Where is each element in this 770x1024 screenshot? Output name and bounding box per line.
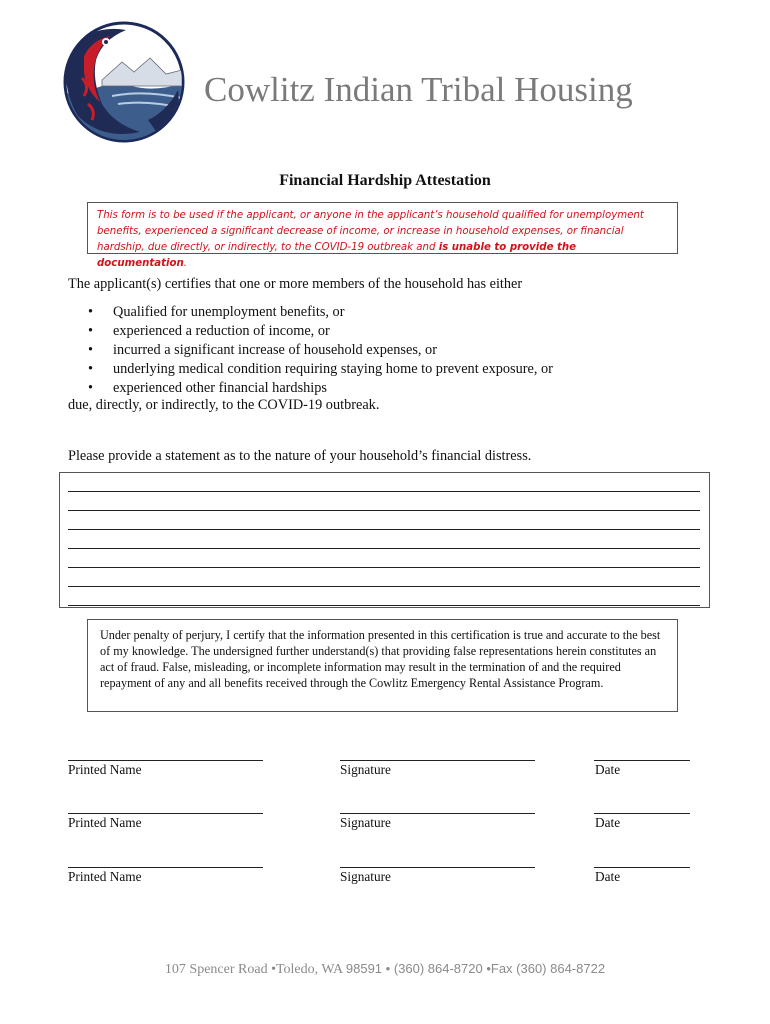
footer-address: 107 Spencer Road •Toledo, WA bbox=[164, 962, 346, 977]
cowlitz-tribal-salmon-logo-icon bbox=[62, 20, 186, 144]
hardship-reasons-list bbox=[88, 303, 553, 398]
bullet-icon: • bbox=[88, 342, 94, 358]
list-item bbox=[88, 360, 553, 379]
list-item-text: underlying medical condition requiring staying home to prevent exposure, or bbox=[113, 361, 553, 377]
date-field-2[interactable] bbox=[594, 813, 690, 814]
date-label: Date bbox=[595, 815, 621, 830]
signature-field-2[interactable] bbox=[340, 813, 535, 814]
date-field-3[interactable] bbox=[594, 867, 690, 868]
bullet-icon: • bbox=[88, 304, 94, 320]
list-item bbox=[88, 303, 553, 322]
form-title: Financial Hardship Attestation bbox=[279, 172, 491, 189]
signature-field-3[interactable] bbox=[340, 867, 535, 868]
usage-notice-end: . bbox=[183, 258, 187, 269]
statement-line[interactable] bbox=[68, 529, 700, 530]
footer-phone-fax: 98591 • (360) 864-8720 •Fax (360) 864-8722 bbox=[345, 961, 606, 976]
perjury-certification: Under penalty of perjury, I certify that the information presented in this certification is true and accurate to the best of my knowledge. The undersigned further understand(s) that providing false representations herein constitutes an act of fraud. False, misleading, or incomplete information may result in the termination of and the required repayment of any and all benefits received through the Cowlitz Emergency Rental Assistance Program. bbox=[87, 619, 678, 712]
date-field-1[interactable] bbox=[594, 760, 690, 761]
statement-line[interactable] bbox=[68, 548, 700, 549]
bullet-icon: • bbox=[88, 323, 94, 339]
footer-contact bbox=[0, 961, 770, 978]
printed-name-field-3[interactable] bbox=[68, 867, 263, 868]
bullet-icon: • bbox=[88, 361, 94, 377]
printed-name-label: Printed Name bbox=[68, 815, 142, 830]
usage-notice-emphasis: is unable to provide the documentation bbox=[97, 242, 577, 269]
list-item bbox=[88, 341, 553, 360]
signature-field-1[interactable] bbox=[340, 760, 535, 761]
usage-notice-text: This form is to be used if the applicant, or anyone in the applicant’s household qualified for unemployment benefits, experienced a significant decrease of income, or increase in household expenses, or financial hardship, due directly, or indirectly, to the COVID-19 outbreak and bbox=[97, 210, 644, 253]
statement-line[interactable] bbox=[68, 586, 700, 587]
signature-label: Signature bbox=[340, 815, 391, 830]
date-label: Date bbox=[595, 869, 621, 884]
applicant-certification-intro: The applicant(s) certifies that one or more members of the household has either bbox=[68, 276, 523, 292]
list-item bbox=[88, 322, 553, 341]
signature-label: Signature bbox=[340, 762, 391, 777]
statement-line[interactable] bbox=[68, 605, 700, 606]
usage-notice bbox=[87, 202, 678, 269]
list-item-text: experienced other financial hardships bbox=[113, 380, 327, 396]
list-item-text: incurred a significant increase of household expenses, or bbox=[113, 342, 437, 358]
statement-field[interactable] bbox=[59, 472, 710, 608]
signature-label: Signature bbox=[340, 869, 391, 884]
statement-line[interactable] bbox=[68, 510, 700, 511]
printed-name-label: Printed Name bbox=[68, 762, 142, 777]
statement-line[interactable] bbox=[68, 491, 700, 492]
date-label: Date bbox=[595, 762, 621, 777]
printed-name-field-2[interactable] bbox=[68, 813, 263, 814]
bullet-icon: • bbox=[88, 380, 94, 396]
list-item-text: Qualified for unemployment benefits, or bbox=[113, 304, 345, 320]
org-title: Cowlitz Indian Tribal Housing bbox=[204, 70, 633, 109]
printed-name-label: Printed Name bbox=[68, 869, 142, 884]
list-item bbox=[88, 379, 553, 398]
list-item-text: experienced a reduction of income, or bbox=[113, 323, 330, 339]
statement-prompt: Please provide a statement as to the nature of your household’s financial distress. bbox=[68, 448, 532, 464]
hardship-cause-text: due, directly, or indirectly, to the COVID-19 outbreak. bbox=[68, 397, 380, 413]
printed-name-field-1[interactable] bbox=[68, 760, 263, 761]
statement-line[interactable] bbox=[68, 567, 700, 568]
